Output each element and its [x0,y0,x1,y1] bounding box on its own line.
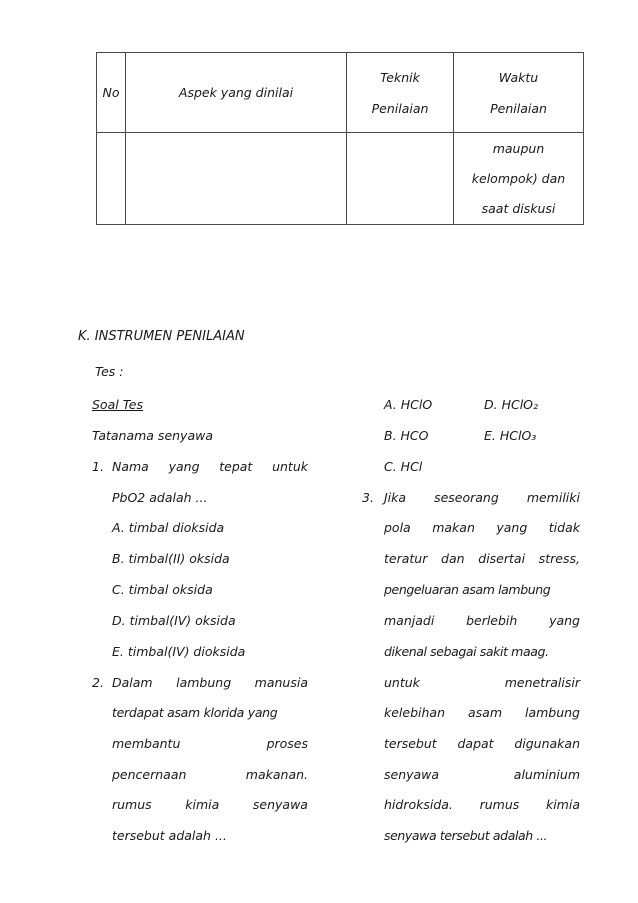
q1-option: D. timbal(IV) oksida [112,613,236,628]
word: kimia [185,797,220,812]
q2-line: tersebut adalah ... [112,828,227,843]
q2-line [112,736,308,751]
q1-option: C. timbal oksida [112,582,213,597]
q2-option: A. HClO [384,397,433,412]
header-teknik-line2: Penilaian [371,100,429,116]
word: menetralisir [504,675,580,690]
word: tidak [548,520,580,535]
word: yang [168,459,200,474]
word: pencernaan [112,767,187,782]
word: untuk [272,459,308,474]
section-heading: K. INSTRUMEN PENILAIAN [78,329,245,344]
q3-line: senyawa tersebut adalah ... [384,828,548,843]
word: dapat [457,736,494,751]
word: senyawa [384,767,440,782]
word: manjadi [384,613,435,628]
q3-line [384,613,580,628]
q3-line [384,490,580,505]
q2-option: D. HClO₂ [484,397,539,412]
q1-line [112,459,308,474]
word: hidroksida. [384,797,453,812]
q3-line [384,736,580,751]
q2-option: B. HCO [384,428,429,443]
word: dan [441,551,465,566]
word: aluminium [513,767,580,782]
word: yang [549,613,580,628]
q1-option: B. timbal(II) oksida [112,551,230,566]
header-waktu-line1: Waktu [498,69,539,85]
word: senyawa [252,797,308,812]
q3-line: pengeluaran asam lambung [384,582,551,597]
word: Nama [112,459,149,474]
q2-option: E. HClO₃ [484,428,537,443]
word: proses [266,736,308,751]
q3-number: 3. [362,490,374,505]
q3-line [384,767,580,782]
word: makanan. [245,767,308,782]
q1-option: A. timbal dioksida [112,520,225,535]
word: rumus [479,797,520,812]
word: teratur [384,551,428,566]
cell-teknik [347,133,454,225]
word: pola [384,520,411,535]
word: lambung [176,675,232,690]
word: rumus [112,797,152,812]
waktu-line: saat diskusi [481,200,556,216]
word: berlebih [466,613,518,628]
q1-line: PbO2 adalah ... [112,490,208,505]
word: yang [496,520,528,535]
assessment-table [96,52,584,225]
q2-line: terdapat asam klorida yang [112,705,278,720]
word: digunakan [514,736,580,751]
waktu-line: maupun [492,140,545,156]
table-row [97,133,584,225]
word: untuk [384,675,420,690]
word: seseorang [434,490,499,505]
word: asam [467,705,502,720]
q2-number: 2. [92,675,104,690]
header-waktu [454,53,584,133]
header-teknik [347,53,454,133]
word: kimia [545,797,580,812]
q3-line [384,551,580,566]
header-aspek: Aspek yang dinilai [126,53,347,133]
word: tersebut [384,736,437,751]
word: tepat [219,459,253,474]
q2-line [112,797,308,812]
q2-line [112,675,308,690]
word: memiliki [526,490,580,505]
header-teknik-line1: Teknik [380,69,420,85]
word: kelebihan [384,705,446,720]
word: manusia [254,675,308,690]
table-header-row [97,53,584,133]
cell-aspek [126,133,347,225]
word: lambung [524,705,580,720]
waktu-line: kelompok) dan [471,170,566,186]
q3-line [384,675,580,690]
word: Dalam [112,675,153,690]
q3-line [384,705,580,720]
word: Jika [384,490,407,505]
word: makan [432,520,475,535]
soal-tes-heading: Soal Tes [92,397,143,412]
cell-waktu [454,133,584,225]
header-waktu-line2: Penilaian [490,100,547,116]
word: membantu [112,736,181,751]
q1-number: 1. [92,459,104,474]
q2-line [112,767,308,782]
cell-no [97,133,126,225]
tes-label: Tes : [95,364,124,379]
word: stress, [538,551,580,566]
word: disertai [478,551,526,566]
q1-option: E. timbal(IV) dioksida [112,644,246,659]
header-no: No [97,53,126,133]
q3-line: dikenal sebagai sakit maag. [384,644,549,659]
tatanama-heading: Tatanama senyawa [92,428,214,443]
q3-line [384,797,580,812]
q3-line [384,520,580,535]
q2-option: C. HCl [384,459,423,474]
